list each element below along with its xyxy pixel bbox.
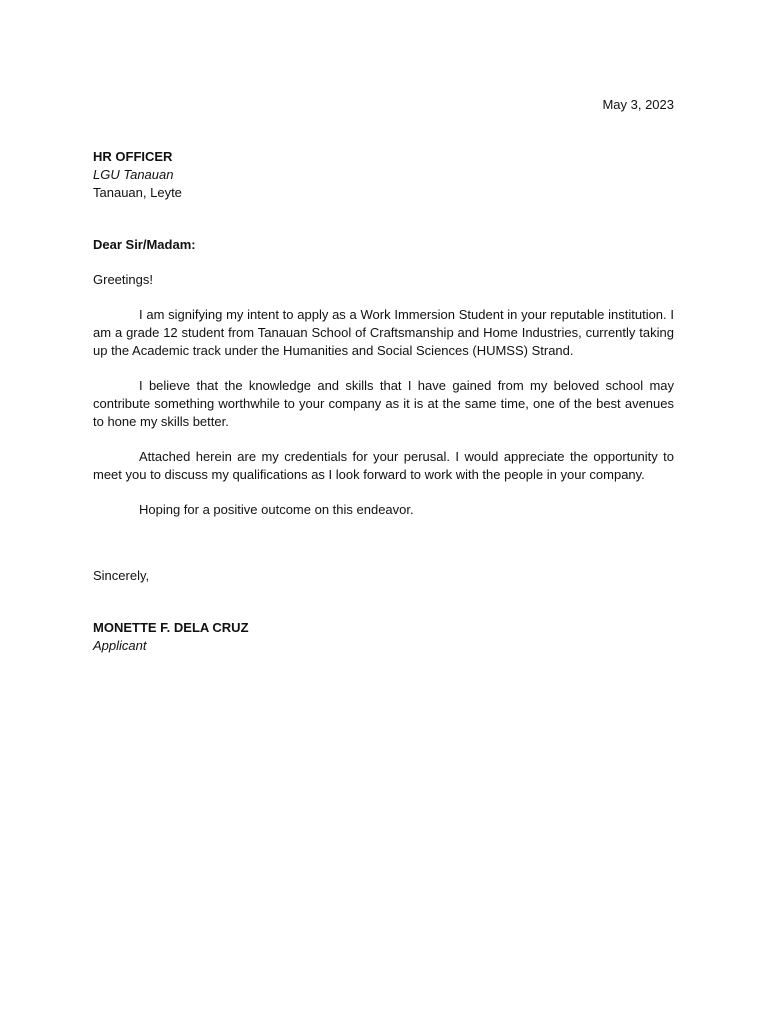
body-paragraph-4: Hoping for a positive outcome on this endeavor.	[139, 502, 414, 517]
signatory-role: Applicant	[93, 638, 147, 653]
signature-block	[93, 619, 674, 655]
body-paragraph-3: Attached herein are my credentials for your perusal. I would appreciate the opportunity to meet you to discuss my qualifications as I look forward to work with the people in your company.	[93, 449, 674, 482]
recipient-title: HR OFFICER	[93, 149, 173, 164]
greeting: Greetings!	[93, 272, 153, 287]
recipient-address: Tanauan, Leyte	[93, 185, 182, 200]
salutation: Dear Sir/Madam:	[93, 237, 196, 252]
body-paragraph-2: I believe that the knowledge and skills that I have gained from my beloved school may contribute something worthwhile to your company as it is at the same time, one of the best avenues to hone my skills better.	[93, 378, 674, 429]
recipient-block	[93, 148, 674, 202]
closing: Sincerely,	[93, 568, 150, 583]
letter-body	[93, 96, 674, 655]
letter-date: May 3, 2023	[602, 97, 674, 112]
body-paragraph-1: I am signifying my intent to apply as a Work Immersion Student in your reputable institution. I am a grade 12 student from Tanauan School of Craftsmanship and Home Industries, currently taking up the Academic track under the Humanities and Social Sciences (HUMSS) Strand.	[93, 307, 674, 358]
recipient-organization: LGU Tanauan	[93, 167, 174, 182]
signatory-name: MONETTE F. DELA CRUZ	[93, 620, 249, 635]
